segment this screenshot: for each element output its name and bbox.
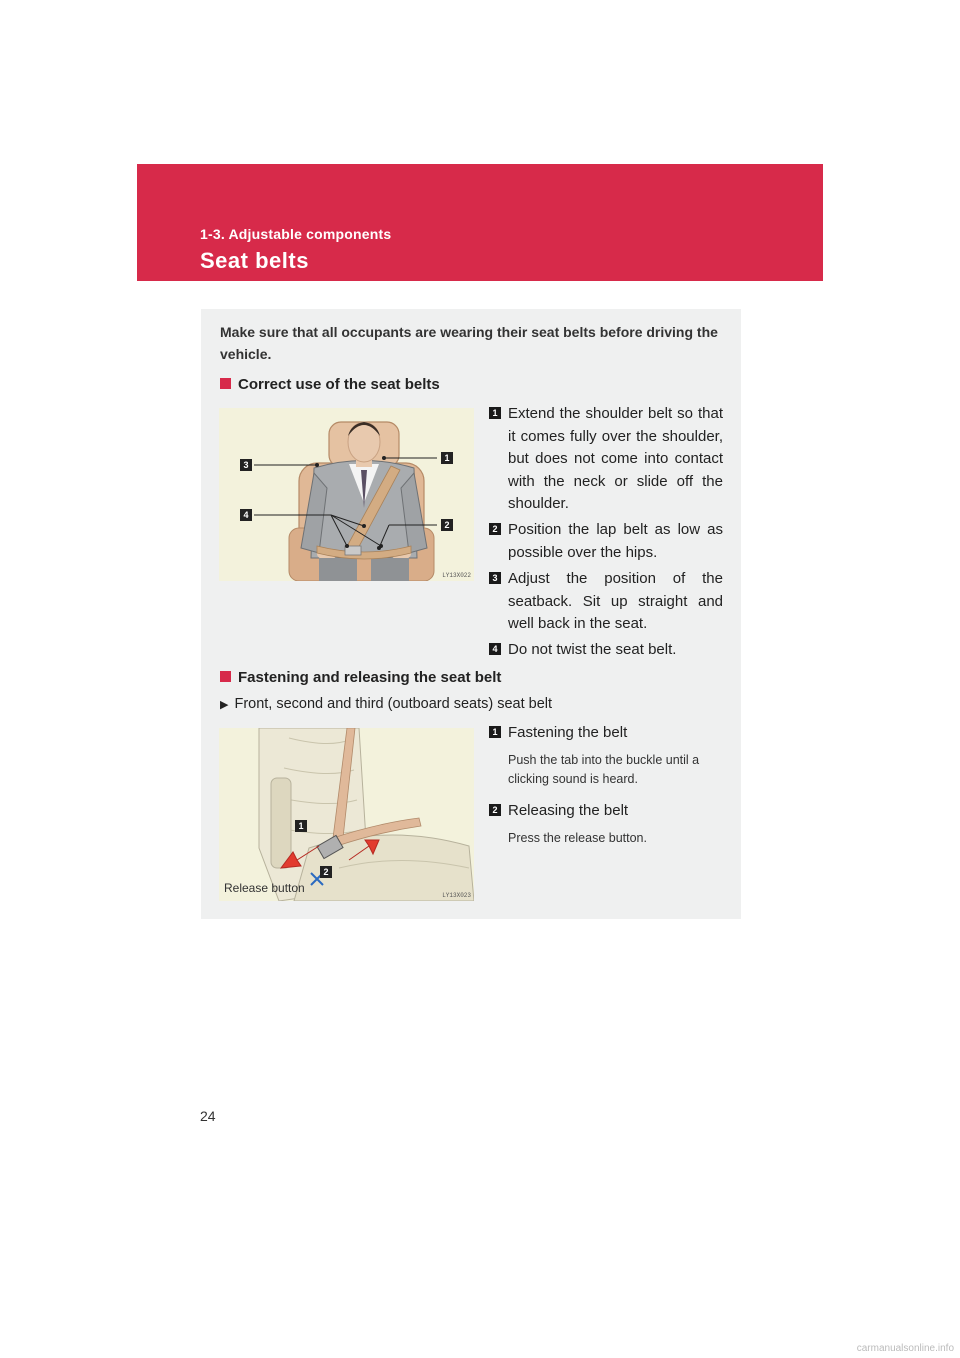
- seat-type-bullet: ▶ Front, second and third (outboard seats) seat belt: [220, 696, 553, 712]
- instruction-text: Releasing the belt: [508, 802, 629, 819]
- instruction-item: [489, 403, 723, 516]
- instruction-text: Adjust the position of the seatback. Sit up straight and well back in the seat.: [508, 570, 723, 632]
- callout-2: 2: [441, 519, 453, 531]
- step-number: 2: [489, 523, 501, 535]
- instruction-detail: Push the tab into the buckle until a clicking sound is heard.: [508, 752, 700, 786]
- instruction-text: Position the lap belt as low as possible over the hips.: [508, 521, 723, 561]
- step-number: 1: [489, 407, 501, 419]
- callout-2: 2: [320, 866, 332, 878]
- release-button-label: Release button: [224, 881, 305, 895]
- intro-text: Make sure that all occupants are wearing their seat belts before driving the vehicle.: [220, 324, 718, 362]
- red-square-icon: [220, 378, 231, 389]
- seat-buckle-icon: [219, 728, 474, 901]
- instruction-text: Do not twist the seat belt.: [508, 641, 677, 658]
- step-number: 2: [489, 804, 501, 816]
- instruction-item: [489, 639, 723, 662]
- page-number: 24: [200, 1108, 216, 1124]
- section-label: 1-3. Adjustable components: [200, 226, 392, 242]
- step-number: 1: [489, 726, 501, 738]
- chapter-header: [137, 164, 823, 281]
- step-number: 3: [489, 572, 501, 584]
- instruction-item: [489, 722, 723, 789]
- correct-use-heading: Correct use of the seat belts: [220, 376, 440, 393]
- illustration-code: LY13X022: [442, 572, 471, 579]
- callout-1: 1: [295, 820, 307, 832]
- buckle-illustration: [219, 728, 474, 901]
- instruction-detail: Press the release button.: [508, 830, 647, 845]
- illustration-code: LY13X023: [442, 892, 471, 899]
- red-square-icon: [220, 671, 231, 682]
- instruction-item: [489, 568, 723, 636]
- callout-1: 1: [441, 452, 453, 464]
- callout-3: 3: [240, 459, 252, 471]
- instruction-text: Extend the shoulder belt so that it comes fully over the shoulder, but does not come into contact with the neck or slide off the shoulder.: [508, 405, 723, 512]
- seat-belt-position-illustration: [219, 408, 474, 581]
- fastening-heading: Fastening and releasing the seat belt: [220, 669, 501, 686]
- instruction-item: [489, 519, 723, 564]
- content-panel: [201, 309, 741, 919]
- instruction-text: Fastening the belt: [508, 724, 628, 741]
- callout-4: 4: [240, 509, 252, 521]
- triangle-bullet-icon: ▶: [220, 699, 229, 711]
- seated-occupant-icon: [219, 408, 474, 581]
- instruction-item: [489, 800, 723, 848]
- watermark: carmanualsonline.info: [856, 1343, 954, 1354]
- step-number: 4: [489, 643, 501, 655]
- page-title: Seat belts: [200, 248, 309, 273]
